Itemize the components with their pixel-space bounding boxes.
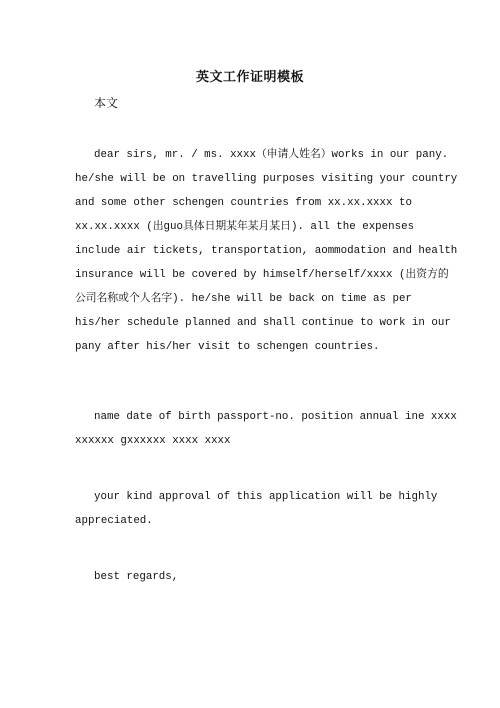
paragraph-line: 公司名称或个人名字). he/she will be back on time as per: [75, 293, 412, 305]
paragraph-line: your kind approval of this application will be highly: [94, 491, 438, 503]
paragraph-line: and some other schengen countries from xx.xx.xxxx to: [75, 197, 412, 209]
closing-line: best regards,: [94, 571, 179, 583]
paragraph-line: his/her schedule planned and shall continue to work in our: [75, 317, 451, 329]
paragraph-line: xx.xx.xxxx (出guo具体日期某年某月某日). all the expenses: [75, 221, 415, 233]
paragraph-closing: [75, 565, 435, 589]
paragraph-line: dear sirs, mr. / ms. xxxx（申请人姓名）works in our pany.: [94, 149, 449, 161]
document-subheading: 本文: [94, 96, 119, 110]
paragraph-line: appreciated.: [75, 515, 153, 527]
paragraph-line: he/she will be on travelling purposes visiting your country: [75, 173, 458, 185]
paragraph-approval-request: [75, 485, 438, 533]
paragraph-line: pany after his/her visit to schengen countries.: [75, 341, 380, 353]
document-title: 英文工作证明模板: [195, 70, 304, 85]
paragraph-line: name date of birth passport-no. position annual ine xxxx: [94, 411, 457, 423]
paragraph-line: xxxxxx gxxxxxx xxxx xxxx: [75, 435, 231, 447]
paragraph-line: include air tickets, transportation, aommodation and health: [75, 245, 458, 257]
paragraph-letter-body: [75, 143, 458, 359]
paragraph-applicant-details: [75, 405, 457, 453]
paragraph-line: insurance will be covered by himself/herself/xxxx (出资方的: [75, 269, 449, 281]
